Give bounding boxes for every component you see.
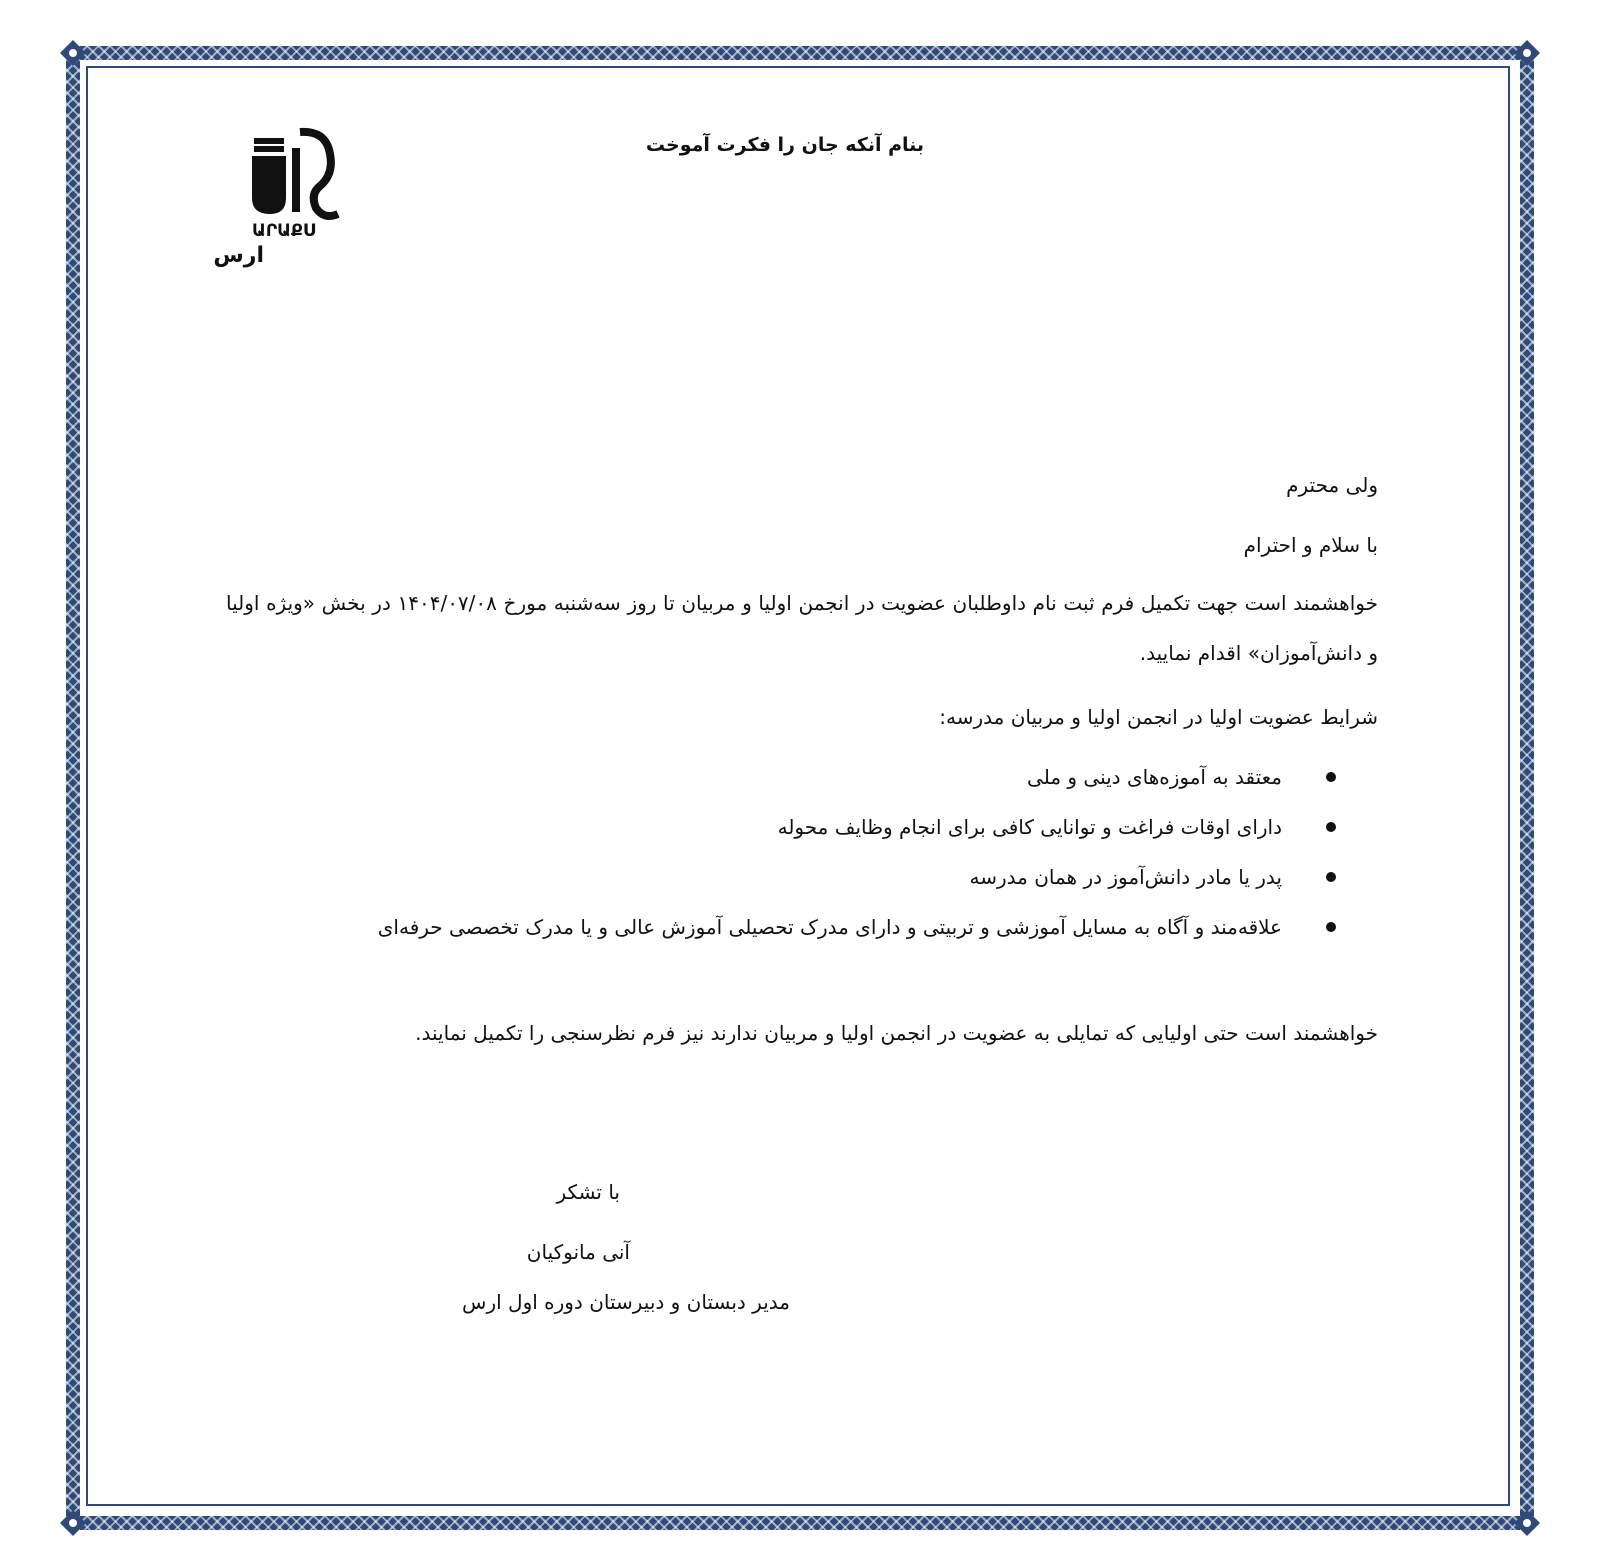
signer-title: مدیر دبستان و دبیرستان دوره اول ارس: [462, 1290, 790, 1314]
conditions-list: [226, 752, 1378, 952]
list-item: [226, 752, 1378, 802]
bullet-icon: [1326, 922, 1336, 932]
corner-ornament-icon: [1514, 40, 1540, 66]
closing-text: با تشکر: [556, 1180, 620, 1204]
condition-text: علاقه‌مند و آگاه به مسایل آموزشی و تربیتی و دارای مدرک تحصیلی آموزش عالی و یا مدرک تخصصی حرفه‌ای: [377, 915, 1282, 939]
svg-text:ԱՐԱՔՍ: ԱՐԱՔՍ: [252, 221, 316, 241]
corner-ornament-icon: [1514, 1510, 1540, 1536]
conditions-title: شرایط عضویت اولیا در انجمن اولیا و مربیان مدرسه:: [939, 705, 1378, 729]
salutation: ولی محترم: [1286, 473, 1378, 497]
frame-top-border: [66, 46, 1534, 60]
corner-ornament-icon: [60, 40, 86, 66]
frame-left-border: [66, 46, 80, 1530]
school-logo: [213, 128, 350, 268]
invocation-heading: بنام آنکه جان را فکرت آموخت: [645, 134, 925, 156]
svg-text:ارس: ارس: [213, 243, 264, 268]
condition-text: دارای اوقات فراغت و توانایی کافی برای انجام وظایف محوله: [777, 815, 1282, 839]
survey-paragraph: خواهشمند است حتی اولیایی که تمایلی به عضویت در انجمن اولیا و مربیان ندارند نیز فرم نظرسنجی را تکمیل نمایند.: [415, 1021, 1378, 1045]
list-item: [226, 852, 1378, 902]
list-item: [226, 802, 1378, 852]
list-item: [226, 902, 1378, 952]
condition-text: معتقد به آموزه‌های دینی و ملی: [1027, 765, 1282, 789]
frame-bottom-border: [66, 1516, 1534, 1530]
greeting: با سلام و احترام: [1243, 533, 1378, 557]
bullet-icon: [1326, 772, 1336, 782]
condition-text: پدر یا مادر دانش‌آموز در همان مدرسه: [969, 865, 1282, 889]
corner-ornament-icon: [60, 1510, 86, 1536]
frame-right-border: [1520, 46, 1534, 1530]
bullet-icon: [1326, 822, 1336, 832]
registration-paragraph: خواهشمند است جهت تکمیل فرم ثبت نام داوطلبان عضویت در انجمن اولیا و مربیان تا روز سه‌شنبه مورخ ۱۴۰۴/۰۷/۰۸ در بخش «ویژه اولیا و دانش‌آموزان» اقدام نمایید.: [226, 591, 1378, 665]
bullet-icon: [1326, 872, 1336, 882]
signer-name: آنی مانوکیان: [526, 1240, 630, 1264]
